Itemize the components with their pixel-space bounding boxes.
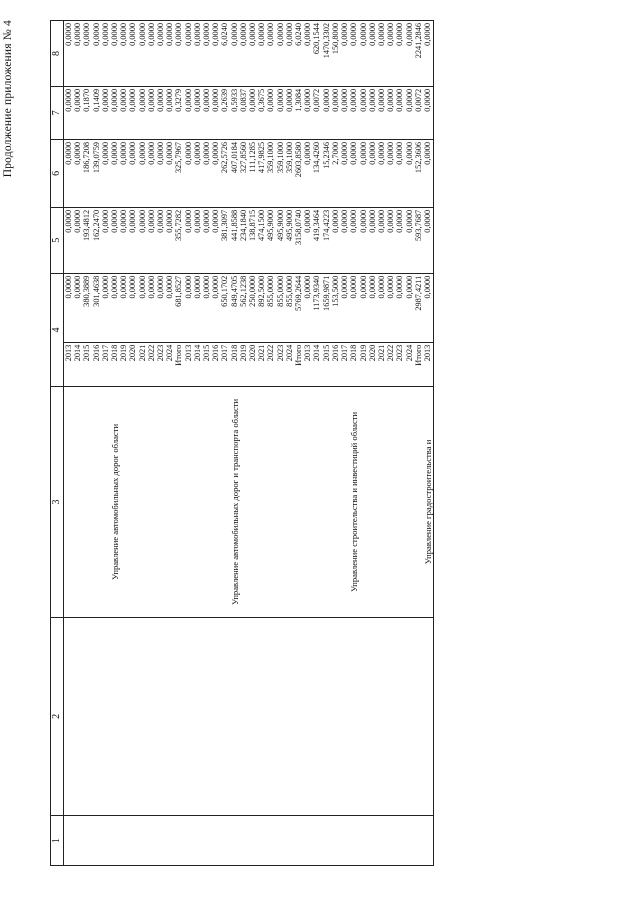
value-cell-c4: 0,0000 xyxy=(405,273,414,342)
value-cell-c8: 2241,2846 xyxy=(414,21,423,87)
value-cell-c4: 0,0000 xyxy=(64,273,74,342)
value-cell-c7: 0,5933 xyxy=(230,86,239,139)
value-cell-c4: 1659,9871 xyxy=(322,273,331,342)
value-cell-c6: 186,7208 xyxy=(82,139,91,207)
value-cell-c6: 0,0000 xyxy=(119,139,128,207)
value-cell-c5: 0,0000 xyxy=(331,207,340,273)
value-cell-c8: 0,0000 xyxy=(239,21,248,87)
value-cell-c8: 0,0000 xyxy=(395,21,404,87)
value-cell-c6: 0,0000 xyxy=(377,139,386,207)
year-cell: 2022 xyxy=(266,342,275,387)
year-cell: 2024 xyxy=(405,342,414,387)
value-cell-c4: 0,0000 xyxy=(202,273,211,342)
value-cell-c5: 0,0000 xyxy=(349,207,358,273)
col-header-2: 2 xyxy=(51,617,64,816)
value-cell-c4: 0,0000 xyxy=(110,273,119,342)
table-row xyxy=(303,21,312,866)
value-cell-c6: 407,0184 xyxy=(230,139,239,207)
value-cell-c5: 0,0000 xyxy=(147,207,156,273)
value-cell-c7: 0,0000 xyxy=(331,86,340,139)
value-cell-c8: 0,0000 xyxy=(349,21,358,87)
value-cell-c4: 849,4705 xyxy=(230,273,239,342)
cell-col2 xyxy=(303,617,423,816)
year-cell: 2018 xyxy=(110,342,119,387)
value-cell-c7: 0,0000 xyxy=(202,86,211,139)
table-row xyxy=(423,21,434,866)
value-cell-c6: 0,0000 xyxy=(303,139,312,207)
value-cell-c8: 1470,3302 xyxy=(322,21,331,87)
value-cell-c5: 162,2470 xyxy=(92,207,101,273)
value-cell-c4: 0,0000 xyxy=(349,273,358,342)
col-header-7: 7 xyxy=(51,86,64,139)
year-cell: 2017 xyxy=(220,342,229,387)
value-cell-c4: 0,0000 xyxy=(138,273,147,342)
value-cell-c8: 6,0240 xyxy=(294,21,303,87)
value-cell-c4: 0,0000 xyxy=(303,273,312,342)
value-cell-c7: 0,0000 xyxy=(110,86,119,139)
value-cell-c7: 0,1409 xyxy=(92,86,101,139)
year-cell: 2015 xyxy=(82,342,91,387)
year-cell: 2014 xyxy=(193,342,202,387)
value-cell-c7: 0,0000 xyxy=(138,86,147,139)
value-cell-c7: 0,0000 xyxy=(147,86,156,139)
year-cell: 2017 xyxy=(101,342,110,387)
value-cell-c4: 0,0000 xyxy=(340,273,349,342)
value-cell-c6: 134,4260 xyxy=(312,139,321,207)
value-cell-c7: 0,0000 xyxy=(119,86,128,139)
year-cell: 2019 xyxy=(239,342,248,387)
value-cell-c4: 0,0000 xyxy=(423,273,434,342)
value-cell-c6: 152,3606 xyxy=(414,139,423,207)
table-body xyxy=(64,21,434,866)
value-cell-c7: 0,0000 xyxy=(322,86,331,139)
value-cell-c5: 0,0000 xyxy=(119,207,128,273)
year-cell: 2015 xyxy=(322,342,331,387)
year-cell: 2024 xyxy=(285,342,294,387)
value-cell-c8: 0,0000 xyxy=(266,21,275,87)
year-cell: 2016 xyxy=(331,342,340,387)
cell-col1 xyxy=(423,816,434,866)
value-cell-c5: 381,3097 xyxy=(220,207,229,273)
year-cell: 2019 xyxy=(359,342,368,387)
year-cell: 2020 xyxy=(248,342,257,387)
value-cell-c6: 0,0000 xyxy=(193,139,202,207)
value-cell-c7: 0,0000 xyxy=(359,86,368,139)
value-cell-c5: 0,0000 xyxy=(386,207,395,273)
year-cell: 2019 xyxy=(119,342,128,387)
value-cell-c8: 150,8000 xyxy=(331,21,340,87)
value-cell-c8: 0,0000 xyxy=(147,21,156,87)
value-cell-c8: 620,1544 xyxy=(312,21,321,87)
value-cell-c8: 0,0000 xyxy=(110,21,119,87)
value-cell-c8: 0,0000 xyxy=(128,21,137,87)
value-cell-c8: 0,0000 xyxy=(193,21,202,87)
value-cell-c4: 892,5000 xyxy=(257,273,266,342)
value-cell-c6: 0,0000 xyxy=(340,139,349,207)
value-cell-c6: 0,0000 xyxy=(405,139,414,207)
year-cell: 2018 xyxy=(349,342,358,387)
value-cell-c4: 0,0000 xyxy=(193,273,202,342)
value-cell-c7: 0,0000 xyxy=(395,86,404,139)
value-cell-c8: 0,0000 xyxy=(386,21,395,87)
value-cell-c4: 250,0000 xyxy=(248,273,257,342)
value-cell-c8: 0,0000 xyxy=(101,21,110,87)
value-cell-c7: 0,0000 xyxy=(377,86,386,139)
annex-continuation-title: Продолжение приложения № 4 xyxy=(2,20,14,178)
value-cell-c8: 0,0000 xyxy=(184,21,193,87)
value-cell-c4: 0,0000 xyxy=(359,273,368,342)
value-cell-c8: 0,0000 xyxy=(165,21,174,87)
value-cell-c6: 327,8560 xyxy=(239,139,248,207)
value-cell-c8: 0,0000 xyxy=(248,21,257,87)
value-cell-c6: 111,1285 xyxy=(248,139,257,207)
value-cell-c4: 301,4638 xyxy=(92,273,101,342)
year-cell: Итого xyxy=(174,342,183,387)
value-cell-c4: 1173,9340 xyxy=(312,273,321,342)
col-header-4: 4 xyxy=(51,273,64,387)
value-cell-c6: 0,0000 xyxy=(128,139,137,207)
table-row xyxy=(64,21,74,866)
value-cell-c8: 0,0000 xyxy=(340,21,349,87)
value-cell-c5: 495,9000 xyxy=(285,207,294,273)
value-cell-c7: 0,0000 xyxy=(276,86,285,139)
value-cell-c7: 1,3084 xyxy=(294,86,303,139)
col-header-3: 3 xyxy=(51,387,64,617)
value-cell-c8: 0,0000 xyxy=(119,21,128,87)
year-cell: 2022 xyxy=(147,342,156,387)
value-cell-c4: 0,0000 xyxy=(73,273,82,342)
value-cell-c6: 0,0000 xyxy=(165,139,174,207)
value-cell-c8: 0,0000 xyxy=(368,21,377,87)
value-cell-c5: 0,0000 xyxy=(368,207,377,273)
col-header-1: 1 xyxy=(51,816,64,866)
year-cell: 2023 xyxy=(276,342,285,387)
value-cell-c7: 0,0000 xyxy=(386,86,395,139)
value-cell-c6: 0,0000 xyxy=(184,139,193,207)
organization-name: Управление градостроительства и xyxy=(423,387,434,617)
value-cell-c8: 0,0000 xyxy=(377,21,386,87)
value-cell-c6: 0,0000 xyxy=(211,139,220,207)
value-cell-c4: 681,8527 xyxy=(174,273,183,342)
cell-col2 xyxy=(423,617,434,816)
value-cell-c5: 0,0000 xyxy=(156,207,165,273)
value-cell-c6: 359,1000 xyxy=(266,139,275,207)
value-cell-c7: 0,0000 xyxy=(101,86,110,139)
rotated-page xyxy=(2,20,630,866)
value-cell-c6: 0,0000 xyxy=(359,139,368,207)
value-cell-c5: 0,0000 xyxy=(395,207,404,273)
table-row xyxy=(184,21,193,866)
value-cell-c5: 0,0000 xyxy=(101,207,110,273)
value-cell-c8: 0,0000 xyxy=(174,21,183,87)
value-cell-c8: 0,0000 xyxy=(423,21,434,87)
value-cell-c4: 855,0000 xyxy=(276,273,285,342)
col-header-6: 6 xyxy=(51,139,64,207)
value-cell-c5: 138,8715 xyxy=(248,207,257,273)
year-cell: 2021 xyxy=(377,342,386,387)
year-cell: 2013 xyxy=(303,342,312,387)
value-cell-c5: 441,8588 xyxy=(230,207,239,273)
value-cell-c4: 0,0000 xyxy=(184,273,193,342)
value-cell-c6: 0,0000 xyxy=(110,139,119,207)
value-cell-c5: 193,4812 xyxy=(82,207,91,273)
organization-name: Управление автомобильных дорог и транспорта области xyxy=(184,387,304,617)
value-cell-c5: 3158,0740 xyxy=(294,207,303,273)
value-cell-c7: 0,0000 xyxy=(405,86,414,139)
col-header-8: 8 xyxy=(51,21,64,87)
value-cell-c7: 0,0000 xyxy=(156,86,165,139)
year-cell: 2021 xyxy=(257,342,266,387)
year-cell: 2015 xyxy=(202,342,211,387)
value-cell-c5: 419,3464 xyxy=(312,207,321,273)
value-cell-c6: 0,0000 xyxy=(147,139,156,207)
value-cell-c7: 0,0000 xyxy=(285,86,294,139)
value-cell-c7: 0,0000 xyxy=(128,86,137,139)
value-cell-c8: 6,0240 xyxy=(220,21,229,87)
value-cell-c8: 0,0000 xyxy=(230,21,239,87)
value-cell-c7: 0,0000 xyxy=(340,86,349,139)
value-cell-c7: 0,3675 xyxy=(257,86,266,139)
value-cell-c5: 0,0000 xyxy=(138,207,147,273)
cell-col1 xyxy=(184,816,304,866)
value-cell-c8: 0,0000 xyxy=(92,21,101,87)
value-cell-c6: 0,0000 xyxy=(156,139,165,207)
col-header-5: 5 xyxy=(51,207,64,273)
value-cell-c4: 855,0000 xyxy=(266,273,275,342)
value-cell-c4: 855,0000 xyxy=(285,273,294,342)
value-cell-c8: 0,0000 xyxy=(73,21,82,87)
value-cell-c7: 0,3279 xyxy=(174,86,183,139)
value-cell-c6: 359,1000 xyxy=(276,139,285,207)
year-cell: 2013 xyxy=(64,342,74,387)
value-cell-c5: 495,9000 xyxy=(266,207,275,273)
value-cell-c4: 0,0000 xyxy=(119,273,128,342)
value-cell-c4: 0,0000 xyxy=(386,273,395,342)
value-cell-c5: 0,0000 xyxy=(193,207,202,273)
value-cell-c5: 234,1840 xyxy=(239,207,248,273)
year-cell: 2021 xyxy=(138,342,147,387)
organization-name: Управление строительства и инвестиций области xyxy=(303,387,423,617)
value-cell-c4: 650,1702 xyxy=(220,273,229,342)
value-cell-c8: 0,0000 xyxy=(82,21,91,87)
value-cell-c5: 0,0000 xyxy=(359,207,368,273)
value-cell-c6: 15,2346 xyxy=(322,139,331,207)
value-cell-c6: 0,0000 xyxy=(368,139,377,207)
value-cell-c4: 562,1238 xyxy=(239,273,248,342)
value-cell-c8: 0,0000 xyxy=(359,21,368,87)
value-cell-c7: 0,0000 xyxy=(423,86,434,139)
value-cell-c4: 0,0000 xyxy=(147,273,156,342)
value-cell-c5: 0,0000 xyxy=(423,207,434,273)
value-cell-c8: 0,0000 xyxy=(405,21,414,87)
year-cell: 2016 xyxy=(92,342,101,387)
value-cell-c5: 0,0000 xyxy=(377,207,386,273)
value-cell-c7: 0,2639 xyxy=(220,86,229,139)
year-cell: 2014 xyxy=(312,342,321,387)
value-cell-c6: 359,1000 xyxy=(285,139,294,207)
value-cell-c6: 0,0000 xyxy=(138,139,147,207)
value-cell-c8: 0,0000 xyxy=(202,21,211,87)
value-cell-c6: 2603,8580 xyxy=(294,139,303,207)
value-cell-c5: 0,0000 xyxy=(405,207,414,273)
value-cell-c7: 0,0000 xyxy=(248,86,257,139)
cell-col2 xyxy=(64,617,184,816)
value-cell-c6: 417,9825 xyxy=(257,139,266,207)
value-cell-c7: 0,0000 xyxy=(184,86,193,139)
value-cell-c5: 0,0000 xyxy=(184,207,193,273)
value-cell-c6: 325,7967 xyxy=(174,139,183,207)
value-cell-c6: 0,0000 xyxy=(423,139,434,207)
value-cell-c5: 0,0000 xyxy=(303,207,312,273)
value-cell-c5: 495,9000 xyxy=(276,207,285,273)
year-cell: Итого xyxy=(414,342,423,387)
value-cell-c6: 0,0000 xyxy=(349,139,358,207)
value-cell-c5: 0,0000 xyxy=(110,207,119,273)
value-cell-c4: 153,5000 xyxy=(331,273,340,342)
value-cell-c4: 0,0000 xyxy=(211,273,220,342)
value-cell-c7: 0,0000 xyxy=(303,86,312,139)
value-cell-c6: 0,0000 xyxy=(386,139,395,207)
value-cell-c4: 380,3889 xyxy=(82,273,91,342)
value-cell-c8: 0,0000 xyxy=(64,21,74,87)
value-cell-c8: 0,0000 xyxy=(156,21,165,87)
value-cell-c4: 0,0000 xyxy=(165,273,174,342)
value-cell-c4: 2987,4211 xyxy=(414,273,423,342)
year-cell: Итого xyxy=(294,342,303,387)
value-cell-c6: 0,0000 xyxy=(202,139,211,207)
value-cell-c7: 0,0000 xyxy=(193,86,202,139)
year-cell: 2013 xyxy=(184,342,193,387)
year-cell: 2017 xyxy=(340,342,349,387)
cell-col1 xyxy=(303,816,423,866)
value-cell-c8: 0,0000 xyxy=(276,21,285,87)
value-cell-c8: 0,0000 xyxy=(285,21,294,87)
value-cell-c7: 0,0072 xyxy=(312,86,321,139)
value-cell-c7: 0,0000 xyxy=(349,86,358,139)
year-cell: 2023 xyxy=(395,342,404,387)
appendix-table xyxy=(50,20,434,866)
value-cell-c4: 0,0000 xyxy=(377,273,386,342)
value-cell-c8: 0,0000 xyxy=(303,21,312,87)
value-cell-c7: 0,0000 xyxy=(165,86,174,139)
value-cell-c7: 0,0072 xyxy=(414,86,423,139)
value-cell-c8: 0,0000 xyxy=(211,21,220,87)
value-cell-c4: 0,0000 xyxy=(368,273,377,342)
value-cell-c5: 0,0000 xyxy=(340,207,349,273)
value-cell-c7: 0,0000 xyxy=(64,86,74,139)
value-cell-c6: 2,7000 xyxy=(331,139,340,207)
year-cell: 2022 xyxy=(386,342,395,387)
cell-col1 xyxy=(64,816,184,866)
year-cell: 2020 xyxy=(128,342,137,387)
organization-name: Управление автомобильных дорог области xyxy=(64,387,184,617)
value-cell-c4: 0,0000 xyxy=(156,273,165,342)
value-cell-c7: 0,0000 xyxy=(73,86,82,139)
value-cell-c4: 0,0000 xyxy=(395,273,404,342)
value-cell-c6: 0,0000 xyxy=(395,139,404,207)
year-cell: 2013 xyxy=(423,342,434,387)
value-cell-c5: 355,7282 xyxy=(174,207,183,273)
year-cell: 2018 xyxy=(230,342,239,387)
year-cell: 2024 xyxy=(165,342,174,387)
value-cell-c8: 0,0000 xyxy=(138,21,147,87)
value-cell-c6: 262,5726 xyxy=(220,139,229,207)
value-cell-c6: 0,0000 xyxy=(64,139,74,207)
value-cell-c6: 139,0759 xyxy=(92,139,101,207)
value-cell-c5: 0,0000 xyxy=(165,207,174,273)
value-cell-c5: 593,7687 xyxy=(414,207,423,273)
year-cell: 2023 xyxy=(156,342,165,387)
value-cell-c7: 0,0837 xyxy=(239,86,248,139)
value-cell-c4: 0,0000 xyxy=(128,273,137,342)
value-cell-c5: 0,0000 xyxy=(128,207,137,273)
value-cell-c6: 0,0000 xyxy=(73,139,82,207)
year-cell: 2020 xyxy=(368,342,377,387)
value-cell-c6: 0,0000 xyxy=(101,139,110,207)
value-cell-c5: 0,0000 xyxy=(64,207,74,273)
value-cell-c5: 0,0000 xyxy=(202,207,211,273)
year-cell: 2016 xyxy=(211,342,220,387)
cell-col2 xyxy=(184,617,304,816)
value-cell-c5: 174,4223 xyxy=(322,207,331,273)
value-cell-c5: 474,1500 xyxy=(257,207,266,273)
value-cell-c5: 0,0000 xyxy=(211,207,220,273)
value-cell-c7: 0,0000 xyxy=(368,86,377,139)
value-cell-c7: 0,1870 xyxy=(82,86,91,139)
value-cell-c7: 0,0000 xyxy=(266,86,275,139)
value-cell-c4: 5769,2644 xyxy=(294,273,303,342)
value-cell-c7: 0,0000 xyxy=(211,86,220,139)
year-cell: 2014 xyxy=(73,342,82,387)
value-cell-c4: 0,0000 xyxy=(101,273,110,342)
value-cell-c8: 0,0000 xyxy=(257,21,266,87)
value-cell-c5: 0,0000 xyxy=(73,207,82,273)
